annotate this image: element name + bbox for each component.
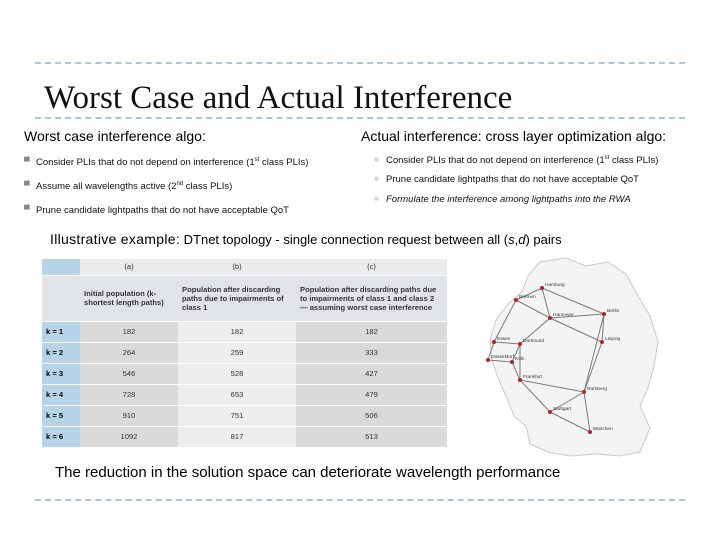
- network-node: [518, 378, 522, 382]
- city-label: München: [593, 427, 613, 432]
- city-label: Frankfurt: [523, 375, 543, 380]
- network-node: [548, 410, 552, 414]
- bullet-text: Consider PLIs that do not depend on interference (1: [386, 155, 605, 167]
- table-column-header: Initial population (k-shortest length paths): [80, 275, 178, 321]
- city-label: Dortmund: [523, 339, 545, 344]
- table-cell: 259: [178, 342, 296, 363]
- top-divider: [35, 62, 685, 64]
- bullet-text: Assume all wavelengths active (2: [36, 181, 177, 193]
- table-corner-cell: [42, 259, 80, 275]
- city-label: Bremen: [519, 295, 536, 300]
- bullet-marker-icon: ■: [374, 174, 379, 183]
- city-label: Köln: [515, 357, 525, 362]
- network-node: [510, 360, 514, 364]
- left-column-heading: Worst case interference algo:: [24, 128, 206, 144]
- bullet-marker-icon: ■: [374, 155, 379, 164]
- table-corner-cell: [42, 275, 80, 321]
- table-cell: 264: [80, 342, 178, 363]
- table-header-row: [42, 275, 447, 321]
- row-header: k = 1: [42, 321, 80, 342]
- city-label: Leipzig: [605, 337, 621, 342]
- table-row: [42, 321, 447, 342]
- bullet-text-tail: class PLIs): [183, 181, 233, 193]
- table-row: [42, 363, 447, 384]
- bullet-text: Prune candidate lightpaths that do not have acceptable QoT: [36, 205, 289, 216]
- table-cell: 817: [178, 426, 296, 447]
- germany-map-graphic: [470, 256, 666, 460]
- table-cell: 479: [296, 384, 447, 405]
- table-row: [42, 405, 447, 426]
- table-column-header: Population after discarding paths due to impairments of class 1: [178, 275, 296, 321]
- table-cell: 182: [178, 321, 296, 342]
- network-node: [492, 340, 496, 344]
- bullet-text-tail: class PLIs): [259, 157, 309, 169]
- table-column-label-row: [42, 259, 447, 275]
- city-label: Stuttgart: [553, 407, 572, 412]
- bullet-text: Formulate the interference among lightpaths into the RWA: [386, 194, 631, 205]
- city-label: Berlin: [607, 309, 620, 314]
- bullet-superscript: st: [254, 157, 260, 163]
- network-node: [548, 316, 552, 320]
- bullet-marker-icon: ▀: [24, 181, 30, 190]
- right-column-heading: Actual interference: cross layer optimization algo:: [361, 128, 667, 144]
- bullet-text: Prune candidate lightpaths that do not have acceptable QoT: [386, 174, 639, 185]
- network-node: [514, 298, 518, 302]
- row-header: k = 4: [42, 384, 80, 405]
- table-cell: 513: [296, 426, 447, 447]
- network-node: [600, 340, 604, 344]
- city-label: Nürnberg: [587, 387, 607, 392]
- bullet-marker-icon: ▀: [24, 157, 30, 166]
- table-cell: 751: [178, 405, 296, 426]
- network-node: [582, 390, 586, 394]
- row-header: k = 6: [42, 426, 80, 447]
- table-cell: 546: [80, 363, 178, 384]
- row-header: k = 2: [42, 342, 80, 363]
- illustrative-destination: d: [518, 232, 526, 247]
- city-label: Düsseldorf: [491, 355, 514, 360]
- city-label: Hannover: [553, 313, 574, 318]
- bullet-superscript: st: [604, 155, 610, 161]
- table-cell: 182: [80, 321, 178, 342]
- table-row: [42, 342, 447, 363]
- table-cell: 910: [80, 405, 178, 426]
- illustrative-comma: ,: [514, 232, 519, 247]
- network-node: [540, 286, 544, 290]
- bullet-text-tail: class PLIs): [609, 155, 659, 167]
- dtnet-topology-map: [470, 256, 666, 460]
- bottom-divider: [35, 499, 685, 501]
- table-row: [42, 384, 447, 405]
- network-node: [486, 358, 490, 362]
- table-cell: 1092: [80, 426, 178, 447]
- table-cell: 182: [296, 321, 447, 342]
- table-cell: 528: [178, 363, 296, 384]
- network-node: [602, 312, 606, 316]
- city-label: Hamburg: [545, 283, 565, 288]
- slide-title: Worst Case and Actual Interference: [44, 80, 513, 116]
- table-cell: 728: [80, 384, 178, 405]
- illustrative-lead: Illustrative example:: [50, 231, 181, 247]
- table-column-label: (c): [296, 259, 447, 275]
- table-column-label: (a): [80, 259, 178, 275]
- bullet-superscript: nd: [176, 181, 184, 187]
- table-cell: 333: [296, 342, 447, 363]
- network-node: [588, 430, 592, 434]
- population-table: [42, 259, 447, 448]
- illustrative-text-a: DTnet topology - single connection request between all (: [180, 232, 509, 247]
- bullet-marker-icon: ■: [374, 194, 379, 203]
- title-divider: [35, 117, 685, 119]
- table-cell: 506: [296, 405, 447, 426]
- city-label: Essen: [497, 337, 511, 342]
- illustrative-source: s: [508, 232, 515, 247]
- conclusion-text: The reduction in the solution space can deteriorate wavelength performance: [55, 464, 561, 481]
- table-cell: 427: [296, 363, 447, 384]
- bullet-text: Consider PLIs that do not depend on interference (1: [36, 157, 255, 169]
- table-column-header: Population after discarding paths due to impairments of class 1 and class 2 — assuming worst case interference: [296, 275, 447, 321]
- network-node: [518, 342, 522, 346]
- illustrative-text-b: ) pairs: [525, 232, 562, 247]
- table-cell: 653: [178, 384, 296, 405]
- row-header: k = 3: [42, 363, 80, 384]
- row-header: k = 5: [42, 405, 80, 426]
- illustrative-example: [50, 231, 562, 247]
- bullet-marker-icon: ▀: [24, 205, 30, 214]
- table-column-label: (b): [178, 259, 296, 275]
- table-row: [42, 426, 447, 447]
